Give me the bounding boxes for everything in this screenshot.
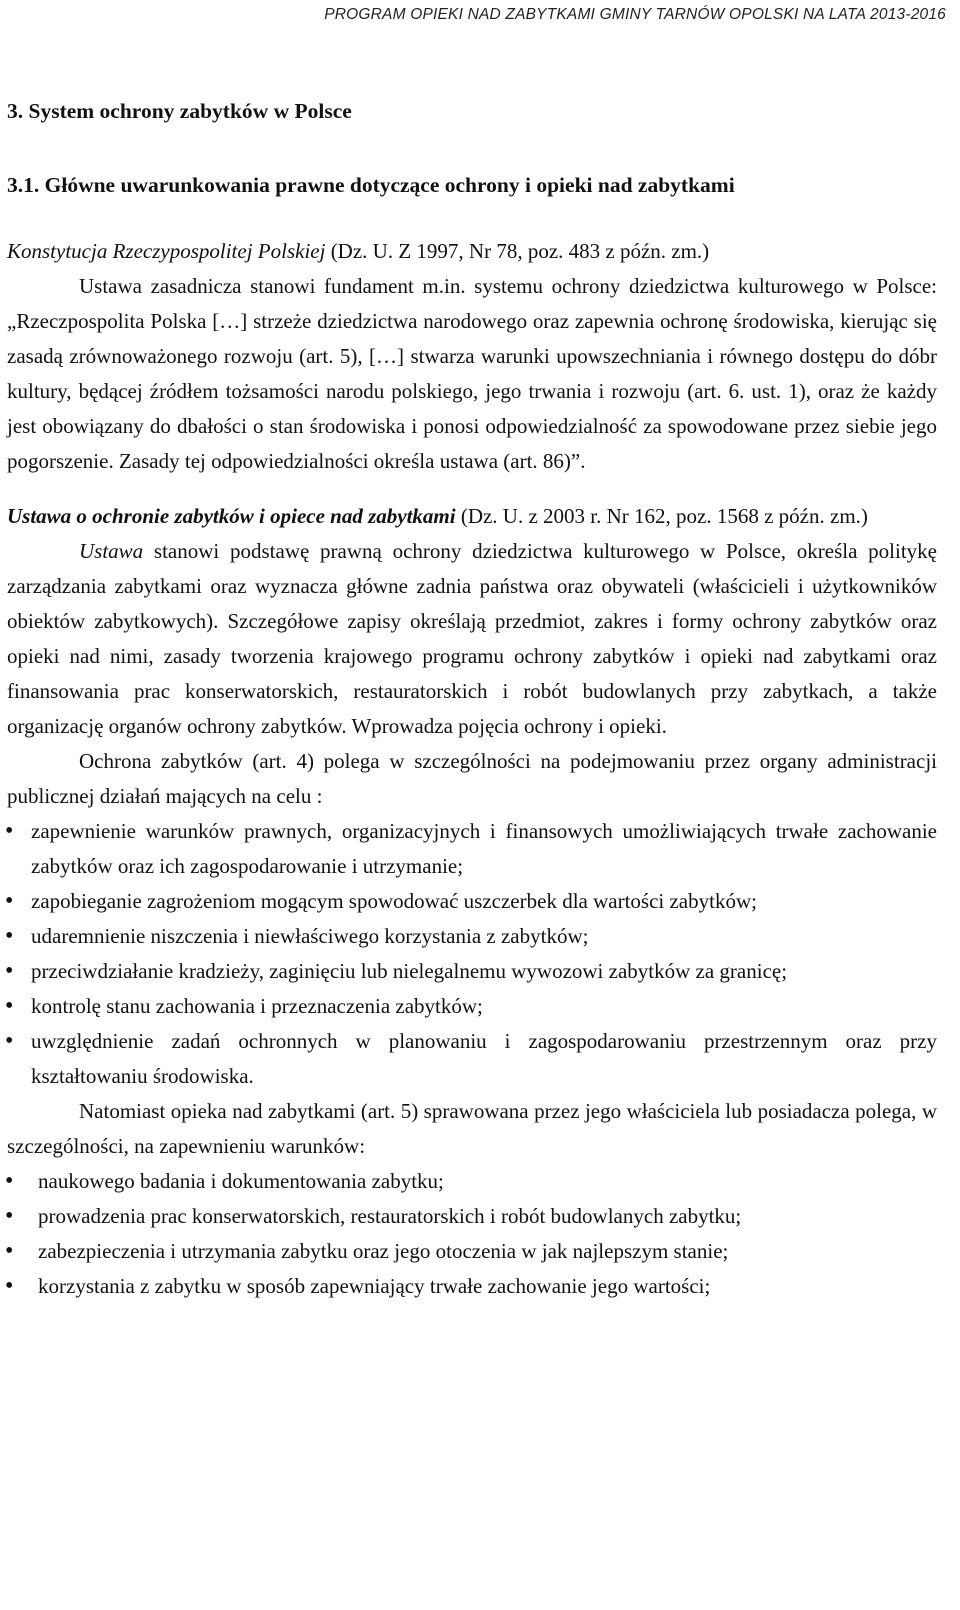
section-heading: 3. System ochrony zabytków w Polsce bbox=[7, 99, 352, 123]
list-item: • udaremnienie niszczenia i niewłaściwego korzystania z zabytków; bbox=[7, 919, 937, 954]
list-item: • naukowego badania i dokumentowania zabytku; bbox=[7, 1164, 937, 1199]
list-item: • korzystania z zabytku w sposób zapewniający trwałe zachowanie jego wartości; bbox=[7, 1269, 937, 1304]
list-item: • uwzględnienie zadań ochronnych w planowaniu i zagospodarowaniu przestrzennym oraz przy kształtowaniu środowiska. bbox=[7, 1024, 937, 1094]
care-list bbox=[7, 1164, 937, 1304]
running-header: PROGRAM OPIEKI NAD ZABYTKAMI GMINY TARNÓW OPOLSKI NA LATA 2013-2016 bbox=[324, 6, 946, 23]
constitution-citation bbox=[7, 234, 937, 269]
list-item: • zapobieganie zagrożeniom mogącym spowodować uszczerbek dla wartości zabytków; bbox=[7, 884, 937, 919]
heritage-act-citation bbox=[7, 499, 937, 534]
heritage-act-intro-text: stanowi podstawę prawną ochrony dziedzictwa kulturowego w Polsce, określa politykę zarządzania zabytkami oraz wyznacza główne zadnia państwa oraz obywateli (właścicieli i użytkowników obiektów zabytkowych). Szczegółowe zapisy określają przedmiot, zakres i formy ochrony zabytków oraz opieki nad nimi, zasady tworzenia krajowego programu ochrony zabytków i opieki nad zabytkami oraz finansowania prac konserwatorskich, restauratorskich i robót budowlanych przy zabytkach, a także organizację organów ochrony zabytków. Wprowadza pojęcia ochrony i opieki. bbox=[7, 539, 937, 738]
list-item: • prowadzenia prac konserwatorskich, restauratorskich i robót budowlanych zabytku; bbox=[7, 1199, 937, 1234]
constitution-body: Ustawa zasadnicza stanowi fundament m.in. systemu ochrony dziedzictwa kulturowego w Polsce: „Rzeczpospolita Polska […] strzeże dziedzictwa narodowego oraz zapewnia ochronę środowiska, kierując się zasadą zrównoważonego rozwoju (art. 5), […] stwarza warunki upowszechniania i równego dostępu do dóbr kultury, będącej źródłem tożsamości narodu polskiego, jego trwania i rozwoju (art. 6. ust. 1), oraz że każdy jest obowiązany do dbałości o stan środowiska i ponosi odpowiedzialność za spowodowane przez siebie jego pogorszenie. Zasady tej odpowiedzialności określa ustawa (art. 86)”. bbox=[7, 274, 937, 473]
heritage-act-title: Ustawa o ochronie zabytków i opiece nad zabytkami bbox=[7, 504, 456, 528]
heritage-act-intro-word: Ustawa bbox=[79, 539, 144, 563]
page-content bbox=[7, 96, 937, 1304]
list-item: • zabezpieczenia i utrzymania zabytku oraz jego otoczenia w jak najlepszym stanie; bbox=[7, 1234, 937, 1269]
heritage-act-ref: (Dz. U. z 2003 r. Nr 162, poz. 1568 z późn. zm.) bbox=[455, 504, 868, 528]
heritage-act-intro bbox=[7, 534, 937, 744]
constitution-ref: (Dz. U. Z 1997, Nr 78, poz. 483 z późn. zm.) bbox=[325, 239, 710, 263]
protection-intro: Ochrona zabytków (art. 4) polega w szczególności na podejmowaniu przez organy administracji publicznej działań mających na celu : bbox=[7, 749, 937, 808]
protection-list bbox=[7, 814, 937, 1094]
list-item: • przeciwdziałanie kradzieży, zaginięciu lub nielegalnemu wywozowi zabytków za granicę; bbox=[7, 954, 937, 989]
care-intro: Natomiast opieka nad zabytkami (art. 5) sprawowana przez jego właściciela lub posiadacza polega, w szczególności, na zapewnieniu warunków: bbox=[7, 1099, 937, 1158]
subsection-heading: 3.1. Główne uwarunkowania prawne dotyczące ochrony i opieki nad zabytkami bbox=[7, 173, 735, 197]
list-item: • zapewnienie warunków prawnych, organizacyjnych i finansowych umożliwiających trwałe zachowanie zabytków oraz ich zagospodarowanie i utrzymanie; bbox=[7, 814, 937, 884]
spacer bbox=[7, 479, 937, 499]
constitution-title: Konstytucja Rzeczypospolitej Polskiej bbox=[7, 239, 326, 263]
list-item: • kontrolę stanu zachowania i przeznaczenia zabytków; bbox=[7, 989, 937, 1024]
